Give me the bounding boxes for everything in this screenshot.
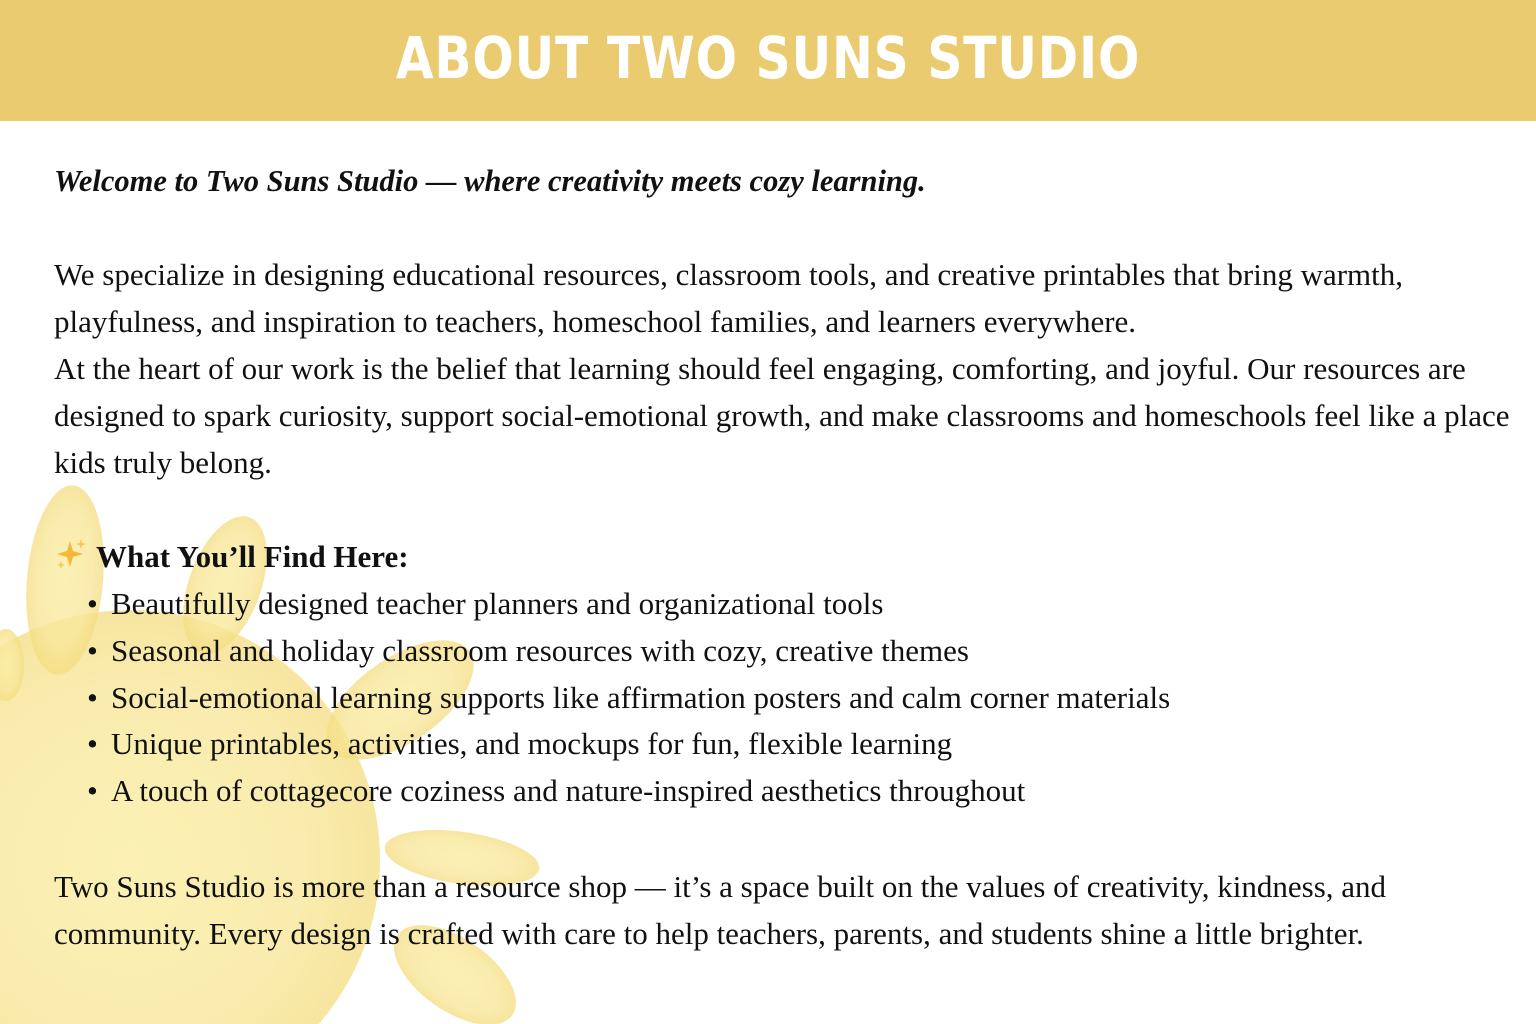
intro-paragraph: We specialize in designing educational resources, classroom tools, and creative printables that bring warmth, playfulness, and inspiration to teachers, homeschool families, and learners everywhere. [54, 257, 1404, 339]
intro-paragraph: At the heart of our work is the belief that learning should feel engaging, comforting, and joyful. Our resources are designed to spark curiosity, support social-emotional growth, and make classrooms and homeschools feel like a place kids truly belong. [54, 351, 1510, 480]
list-item-text: Seasonal and holiday classroom resources with cozy, creative themes [111, 632, 969, 668]
features-list [54, 581, 1170, 815]
list-item-text: Unique printables, activities, and mockups for fun, flexible learning [111, 726, 953, 762]
tagline: Welcome to Two Suns Studio — where creativity meets cozy learning. [54, 164, 926, 198]
header-banner [0, 0, 1536, 121]
closing-paragraph: Two Suns Studio is more than a resource shop — it’s a space built on the values of creativity, kindness, and community. Every design is crafted with care to help teachers, parents, and students shine a little brighter. [54, 869, 1387, 951]
features-heading [54, 534, 409, 580]
bullet-icon: • [87, 679, 98, 715]
features-heading-label: What You’ll Find Here: [96, 539, 409, 574]
bullet-icon: • [87, 586, 98, 621]
list-item [54, 675, 1170, 722]
page-title: ABOUT TWO SUNS STUDIO [395, 23, 1141, 92]
sparkles-icon [54, 537, 88, 571]
list-item [54, 581, 1170, 628]
list-item [54, 628, 1170, 675]
list-item-text: Beautifully designed teacher planners and organizational tools [111, 586, 884, 621]
list-item-text: Social-emotional learning supports like affirmation posters and calm corner materials [111, 679, 1171, 715]
bullet-icon: • [87, 773, 98, 809]
bullet-icon: • [87, 632, 98, 668]
intro-section [54, 251, 1524, 486]
list-item [54, 721, 1170, 768]
list-item [54, 768, 1170, 815]
list-item-text: A touch of cottagecore coziness and nature-inspired aesthetics throughout [111, 773, 1026, 809]
bullet-icon: • [87, 726, 98, 762]
